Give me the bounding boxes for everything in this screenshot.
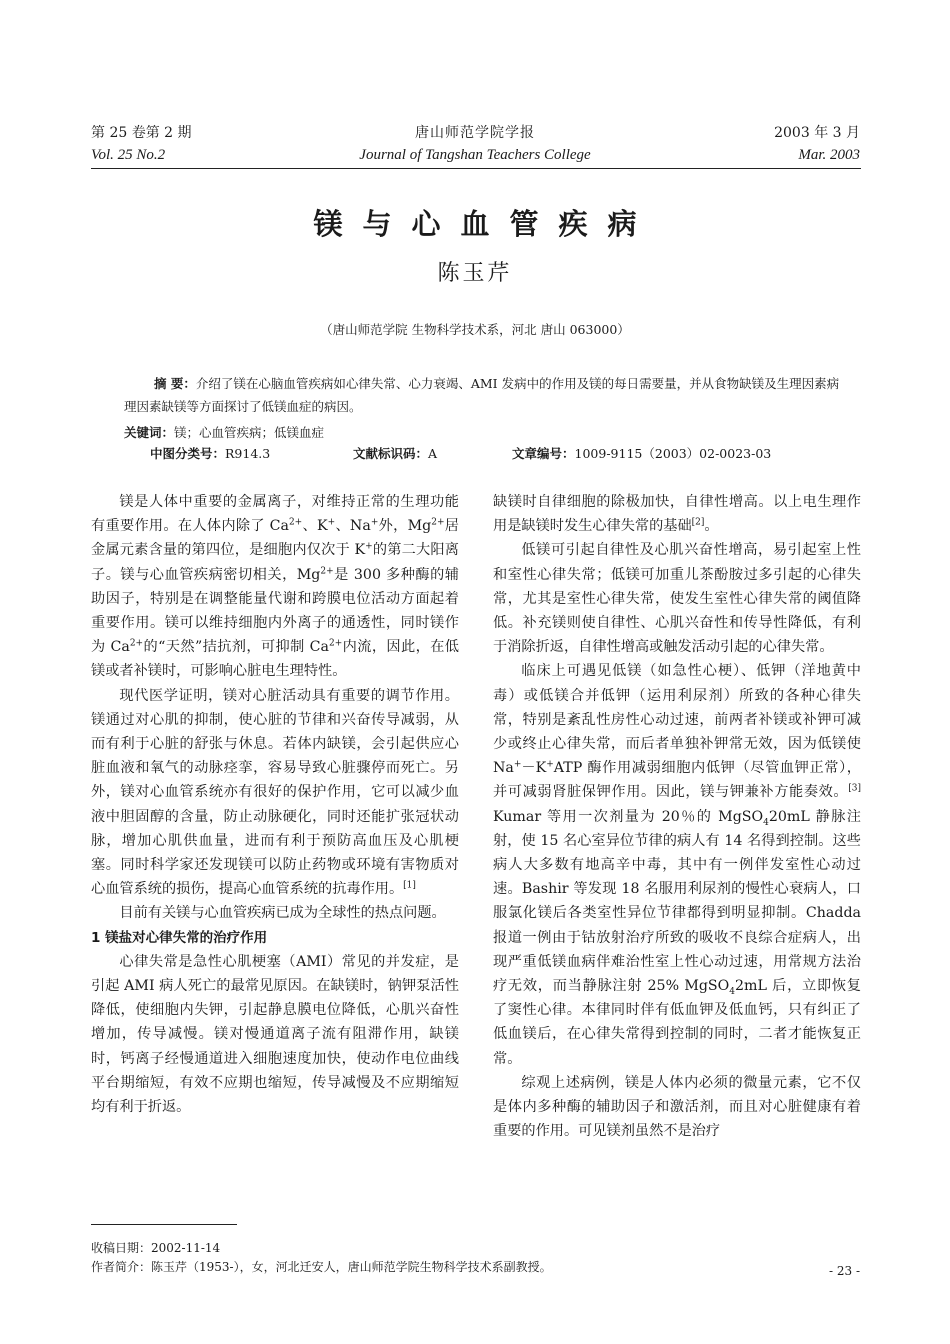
paragraph: 综观上述病例，镁是人体内必须的微量元素，它不仅是体内多种酶的辅助因子和激活剂，而且对心脏健康有着重要的作用。可见镁剂虽然不是治疗 [493, 1074, 861, 1140]
keywords-text: 镁；心血管疾病；低镁血症 [174, 425, 325, 440]
paragraph: 心律失常是急性心肌梗塞（AMI）常见的并发症，是引起 AMI 病人死亡的最常见原因。在缺镁时，钠钾泵活性降低，使细胞内失钾，引起静息膜电位降低，心肌兴奋性增加，传导减慢。镁对慢通道离子流有阻滞作用，缺镁时，钙离子经慢通道进入细胞速度加快，使动作电位曲线平台期缩短，有效不应期也缩短，传导减慢及不应期缩短均有利于折返。 [91, 953, 459, 1116]
paragraph: 缺镁时自律细胞的除极加快，自律性增高。以上电生理作用是缺镁时发生心律失常的基础[2]。 [493, 494, 861, 535]
body-left-column [91, 490, 459, 1119]
keywords [124, 421, 844, 444]
paragraph: 目前有关镁与心血管疾病已成为全球性的热点问题。 [119, 905, 446, 922]
document-code [353, 444, 437, 462]
clc-value: R914.3 [225, 446, 271, 461]
journal-date-en: Mar. 2003 [798, 147, 860, 163]
journal-date-cn: 2003 年 3 月 [774, 125, 860, 141]
doc-code-value: A [428, 446, 438, 461]
abstract-block [124, 372, 844, 444]
article-title: 镁与心血管疾病 [313, 207, 657, 241]
article-no-label: 文章编号： [512, 446, 575, 461]
footnote-rule [91, 1224, 237, 1225]
journal-volume-en: Vol. 25 No.2 [91, 147, 166, 163]
paragraph: 现代医学证明，镁对心脏活动具有重要的调节作用。镁通过对心肌的抑制，使心脏的节律和兴奋传导减弱，从而有利于心脏的舒张与休息。若体内缺镁，会引起供应心脏血液和氧气的动脉痉挛，容易导致心脏骤停而死亡。另外，镁对心血管系统亦有很好的保护作用，它可以减少血液中胆固醇的含量，防止动脉硬化，同时还能扩张冠状动脉，增加心肌供血量，进而有利于预防高血压及心肌梗塞。同时科学家还发现镁可以防止药物或环境有害物质对心血管系统的损伤，提高心血管系统的抗毒作用。[1] [91, 687, 459, 898]
clc-label: 中图分类号： [150, 446, 226, 461]
paragraph: 镁是人体中重要的金属离子，对维持正常的生理功能有重要作用。在人体内除了 $Ca^{2+}$、K+、Na+外，$Mg^{2+}$居金属元素含量的第四位，是细胞内仅次于 K+的第二大阳离子。镁与心血管疾病密切相关，$Mg^{2+}$是 300 多种酶的辅助因子，特别是在调整能量代谢和跨膜电位活动方面起着重要作用。镁可以维持细胞内外离子的通透性，同时镁作为 $Ca^{2+}$的“天然”拮抗剂，可抑制 $Ca^{2+}$内流，因此，在低镁或者补镁时，可影响心脏电生理特性。 [91, 494, 459, 680]
abstract [124, 372, 844, 418]
article-author: 陈玉芹 [437, 261, 513, 286]
abstract-label: 摘 要： [154, 376, 196, 391]
section-heading: 1 镁盐对心律失常的治疗作用 [91, 929, 268, 946]
page-number: - 23 - [828, 1264, 860, 1278]
journal-volume-cn: 第 25 卷第 2 期 [91, 125, 192, 141]
clc-number [150, 444, 270, 462]
article-no-value: 1009-9115（2003）02-0023-03 [574, 446, 772, 461]
received-date: 收稿日期：2002-11-14 [91, 1241, 221, 1255]
author-affiliation: （唐山师范学院 生物科学技术系，河北 唐山 063000） [320, 322, 630, 337]
paragraph: 低镁可引起自律性及心肌兴奋性增高，易引起室上性和室性心律失常；低镁可加重儿茶酚胺过多引起的心律失常，尤其是室性心律失常，使发生室性心律失常的阈值降低。补充镁则使自律性、心肌兴奋性和传导性降低，有利于消除折返，自律性增高或触发活动引起的心律失常。 [493, 542, 861, 656]
paragraph: 临床上可遇见低镁（如急性心梗）、低钾（洋地黄中毒）或低镁合并低钾（运用利尿剂）所致的各种心律失常，特别是紊乱性房性心动过速，前两者补镁或补钾可减少或终止心律失常，而后者单独补钾常无效，因为低镁使 Na+－K+ATP 酶作用减弱细胞内低钾（尽管血钾正常），并可减弱肾脏保钾作用。因此，镁与钾兼补方能奏效。[3] Kumar 等用一次剂量为 20％的 MgSO$_4$20mL 静脉注射，使 15 名心室异位节律的病人有 14 名得到控制。这些病人大多数有地高辛中毒，其中有一例伴发室性心动过速。Bashir 等发现 18 名服用利尿剂的慢性心衰病人，口服氯化镁后各类室性异位节律都得到明显抑制。Chadda 报道一例由于钴放射治疗所致的吸收不良综合症病人，出现严重低镁血病伴难治性室上性心动过速，用常规方法治疗无效，而当静脉注射 25% MgSO$_4$2mL 后，立即恢复了窦性心律。本律同时伴有低血钾及低血钙，只有纠正了低血镁后，在心律失常得到控制的同时，二者才能恢复正常。 [493, 663, 861, 1067]
journal-name-cn: 唐山师范学院学报 [415, 125, 535, 141]
header-rule [91, 168, 861, 169]
keywords-label: 关键词： [124, 425, 175, 440]
article-number [512, 444, 771, 462]
doc-code-label: 文献标识码： [353, 446, 429, 461]
author-bio: 作者简介：陈玉芹（1953-），女，河北迁安人，唐山师范学院生物科学技术系副教授。 [91, 1260, 552, 1274]
abstract-text: 介绍了镁在心脑血管疾病如心律失常、心力衰竭、AMI 发病中的作用及镁的每日需要量，并从食物缺镁及生理因素病理因素缺镁等方面探讨了低镁血症的病因。 [124, 376, 840, 414]
body-right-column [493, 490, 861, 1143]
journal-name-en: Journal of Tangshan Teachers College [359, 147, 591, 163]
